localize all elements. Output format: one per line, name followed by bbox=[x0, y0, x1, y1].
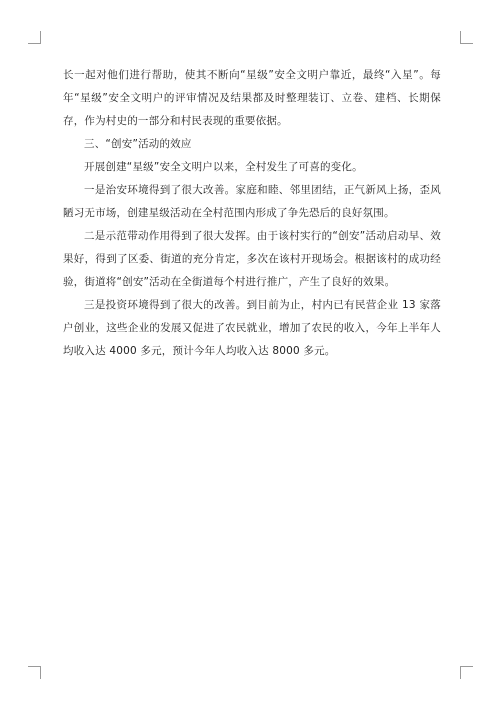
crop-mark-top-left bbox=[28, 31, 41, 44]
document-body bbox=[63, 64, 441, 363]
crop-mark-top-right bbox=[460, 31, 473, 44]
crop-mark-bottom-right bbox=[460, 666, 473, 679]
section-heading: 三、“创安”活动的效应 bbox=[84, 138, 192, 150]
paragraph-point-two: 二是示范带动作用得到了很大发挥。由于该村实行的“创安”活动启动早、效果好，得到了区委、街道的充分肯定，多次在该村开现场会。根据该村的成功经验，街道将“创安”活动在全街道每个村进行推广，产生了良好的效果。 bbox=[63, 230, 441, 288]
paragraph-intro: 开展创建“星级”安全文明户以来，全村发生了可喜的变化。 bbox=[84, 161, 363, 173]
paragraph-point-one: 一是治安环境得到了很大改善。家庭和睦、邻里团结，正气新风上扬，歪风陋习无市场，创建星级活动在全村范围内形成了争先恐后的良好氛围。 bbox=[63, 184, 441, 219]
crop-mark-bottom-left bbox=[28, 666, 41, 679]
paragraph-point-three: 三是投资环境得到了很大的改善。到目前为止，村内已有民营企业 13 家落户创业，这些企业的发展又促进了农民就业，增加了农民的收入，今年上半年人均收入达 4000 多元，预计今年人均收入达 8000 多元。 bbox=[63, 299, 441, 357]
paragraph-continuation: 长一起对他们进行帮助，使其不断向“星级”安全文明户靠近，最终“入星”。每年“星级”安全文明户的评审情况及结果都及时整理装订、立卷、建档、长期保存，作为村史的一部分和村民表现的重要依据。 bbox=[63, 69, 441, 127]
